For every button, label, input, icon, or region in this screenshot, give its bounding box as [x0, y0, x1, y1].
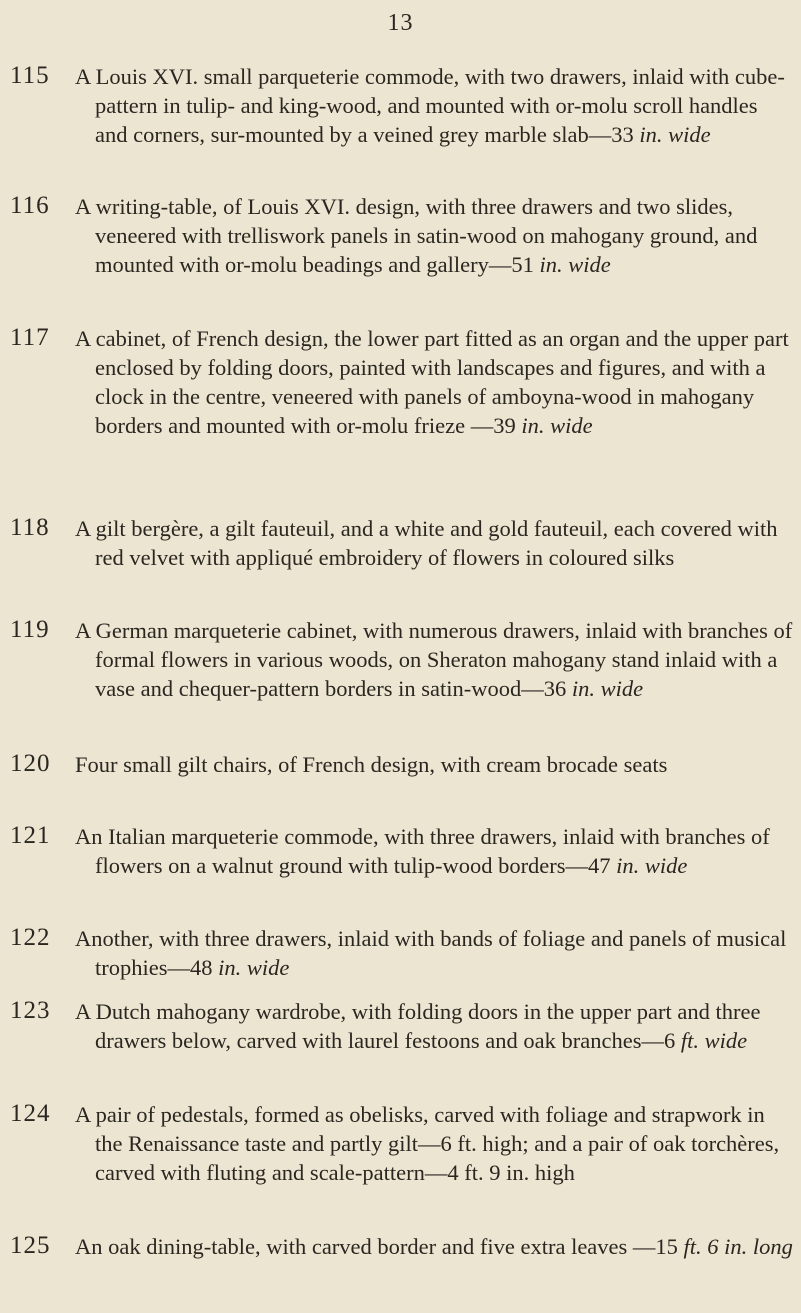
lot-description: A German marqueterie cabinet, with numerous drawers, inlaid with branches of formal flowers in various woods, on Sheraton mahogany stand inlaid with a vase and chequer-pattern borders in satin-wood—36 in. wide: [75, 618, 793, 701]
lot-number: 122: [10, 924, 51, 951]
lot-description: A cabinet, of French design, the lower part fitted as an organ and the upper part enclosed by folding doors, painted with landscapes and figures, and with a clock in the centre, veneered with panels of amboyna-wood in mahogany borders and mounted with or-molu frieze —39 in. wide: [75, 326, 789, 438]
lot-number: 121: [10, 822, 51, 849]
lot-description: A gilt bergère, a gilt fauteuil, and a white and gold fauteuil, each covered with red velvet with appliqué embroidery of flowers in coloured silks: [75, 516, 778, 570]
page-number: 13: [387, 10, 414, 36]
lot-description: An oak dining-table, with carved border and five extra leaves —15 ft. 6 in. long: [75, 1234, 793, 1259]
lot-number: 120: [10, 750, 51, 777]
lot-description: An Italian marqueterie commode, with three drawers, inlaid with branches of flowers on a walnut ground with tulip-wood borders—47 in. wide: [75, 824, 770, 878]
lot-description: Another, with three drawers, inlaid with bands of foliage and panels of musical trophies—48 in. wide: [75, 926, 787, 980]
lot-number: 124: [10, 1100, 51, 1127]
lot-description: A pair of pedestals, formed as obelisks, carved with foliage and strapwork in the Renaissance taste and partly gilt—6 ft. high; and a pair of oak torchères, carved with fluting and scale-pattern—4 ft. 9 in. high: [75, 1102, 780, 1185]
lot-number: 119: [10, 616, 50, 643]
lot-number: 117: [10, 324, 50, 351]
lot-description: A Louis XVI. small parqueterie commode, with two drawers, inlaid with cube-pattern in tulip- and king-wood, and mounted with or-molu scroll handles and corners, sur-mounted by a veined grey marble slab—33 in. wide: [75, 64, 785, 147]
lot-number: 123: [10, 997, 51, 1024]
lot-description: A writing-table, of Louis XVI. design, with three drawers and two slides, veneered with trelliswork panels in satin-wood on mahogany ground, and mounted with or-molu beadings and gallery—51 in. wide: [75, 194, 758, 277]
lot-number: 118: [10, 514, 50, 541]
lot-description: A Dutch mahogany wardrobe, with folding doors in the upper part and three drawers below, carved with laurel festoons and oak branches—6 ft. wide: [75, 999, 761, 1053]
lot-description: Four small gilt chairs, of French design, with cream brocade seats: [75, 752, 668, 777]
lot-number: 116: [10, 192, 50, 219]
lot-number: 125: [10, 1232, 51, 1259]
lot-number: 115: [10, 62, 50, 89]
